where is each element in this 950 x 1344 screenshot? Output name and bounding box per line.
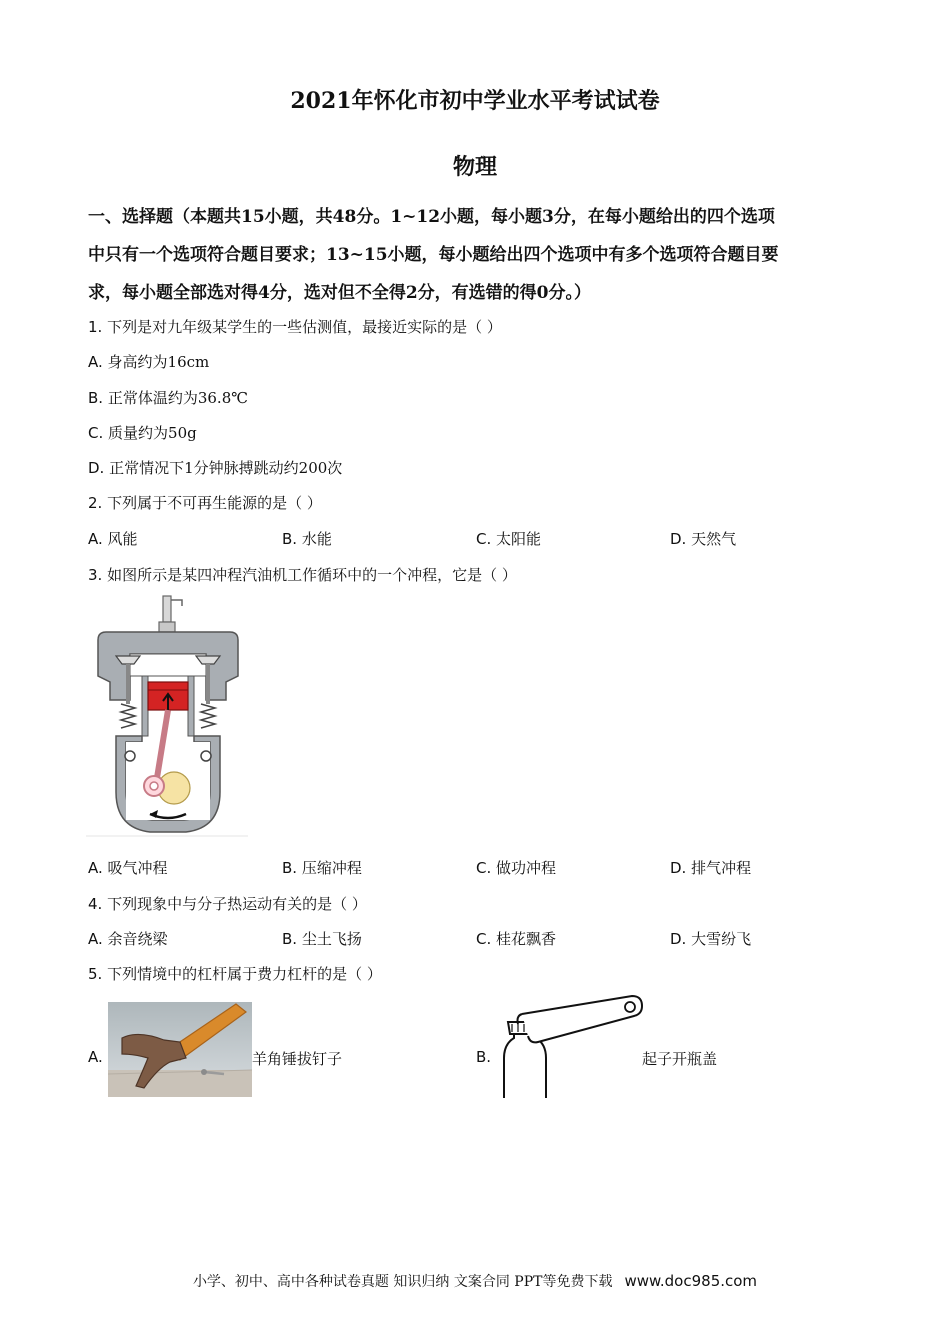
option-label: D. xyxy=(670,530,687,548)
option-label: D. xyxy=(670,859,687,877)
question-5-option-b-label[interactable] xyxy=(476,1048,491,1066)
option-text: 余音绕梁 xyxy=(107,930,168,948)
option-text: 做功冲程 xyxy=(496,859,557,877)
question-1-option-a[interactable] xyxy=(88,351,209,372)
option-text: 大雪纷飞 xyxy=(691,930,752,948)
option-label: A. xyxy=(88,530,103,548)
footer-text: 小学、初中、高中各种试卷真题 知识归纳 文案合同 PPT等免费下载 xyxy=(192,1274,613,1290)
option-text: 水能 xyxy=(301,530,332,548)
option-text: 身高约为16cm xyxy=(107,353,210,371)
question-3-stem xyxy=(88,564,517,585)
question-1-option-d[interactable] xyxy=(88,457,342,478)
option-text: 正常体温约为36.8℃ xyxy=(107,389,249,407)
question-3-option-b[interactable] xyxy=(282,857,362,878)
option-label: C. xyxy=(88,424,104,442)
section-line: 中只有一个选项符合题目要求；13~15小题，每小题给出四个选项中有多个选项符合题目要 xyxy=(88,245,779,265)
question-4-option-d[interactable] xyxy=(670,928,751,949)
question-4-option-c[interactable] xyxy=(476,928,556,949)
question-number: 4. xyxy=(88,895,103,913)
question-number: 3. xyxy=(88,566,103,584)
question-3-option-c[interactable] xyxy=(476,857,556,878)
subject-title: 物理 xyxy=(452,154,497,180)
option-label: A. xyxy=(88,1048,103,1066)
page-footer xyxy=(0,1271,950,1291)
question-4-option-b[interactable] xyxy=(282,928,362,949)
exam-title: 2021年怀化市初中学业水平考试试卷 xyxy=(290,88,660,114)
option-label: B. xyxy=(88,389,104,407)
option-label: B. xyxy=(476,1048,492,1066)
option-text: 桂花飘香 xyxy=(496,930,557,948)
question-4-stem xyxy=(88,893,367,914)
question-number: 2. xyxy=(88,494,103,512)
question-5-option-a-text xyxy=(252,1048,342,1069)
claw-hammer-photo xyxy=(108,1002,252,1097)
option-label: B. xyxy=(282,859,298,877)
option-label: C. xyxy=(476,530,492,548)
question-text: 下列是对九年级某学生的一些估测值，最接近实际的是（ ） xyxy=(107,318,502,336)
question-2-option-d[interactable] xyxy=(670,528,736,549)
option-text: 羊角锤拔钉子 xyxy=(252,1050,343,1068)
option-label: D. xyxy=(88,459,105,477)
question-2-option-c[interactable] xyxy=(476,528,541,549)
bottle-opener-diagram xyxy=(494,992,644,1098)
option-text: 吸气冲程 xyxy=(107,859,168,877)
question-1-option-c[interactable] xyxy=(88,422,197,443)
option-text: 风能 xyxy=(107,530,138,548)
section-line: 一、选择题（本题共15小题，共48分。1~12小题，每小题3分，在每小题给出的四个选项 xyxy=(88,207,775,227)
question-text: 下列情境中的杠杆属于费力杠杆的是（ ） xyxy=(107,965,382,983)
option-label: C. xyxy=(476,930,492,948)
question-5-option-a-label[interactable] xyxy=(88,1048,103,1066)
option-text: 排气冲程 xyxy=(691,859,752,877)
question-text: 下列现象中与分子热运动有关的是（ ） xyxy=(107,895,367,913)
question-number: 5. xyxy=(88,965,103,983)
question-4-option-a[interactable] xyxy=(88,928,168,949)
section-instructions xyxy=(88,198,863,312)
opener-lever-icon xyxy=(522,996,642,1042)
option-label: A. xyxy=(88,353,103,371)
engine-cylinder-diagram xyxy=(86,592,250,838)
option-text: 正常情况下1分钟脉搏跳动约200次 xyxy=(109,459,343,477)
option-text: 压缩冲程 xyxy=(301,859,362,877)
question-2-option-b[interactable] xyxy=(282,528,332,549)
option-text: 质量约为50g xyxy=(108,424,197,442)
footer-url[interactable]: www.doc985.com xyxy=(624,1272,758,1290)
option-label: B. xyxy=(282,930,298,948)
option-label: C. xyxy=(476,859,492,877)
option-label: D. xyxy=(670,930,687,948)
question-text: 如图所示是某四冲程汽油机工作循环中的一个冲程，它是（ ） xyxy=(107,566,517,584)
question-5-stem xyxy=(88,963,382,984)
option-text: 尘土飞扬 xyxy=(301,930,362,948)
question-number: 1. xyxy=(88,318,103,336)
question-2-option-a[interactable] xyxy=(88,528,138,549)
option-text: 起子开瓶盖 xyxy=(642,1050,718,1068)
question-1-option-b[interactable] xyxy=(88,387,248,408)
question-3-option-d[interactable] xyxy=(670,857,751,878)
option-label: A. xyxy=(88,930,103,948)
question-3-option-a[interactable] xyxy=(88,857,168,878)
question-text: 下列属于不可再生能源的是（ ） xyxy=(107,494,322,512)
option-label: A. xyxy=(88,859,103,877)
section-line: 求，每小题全部选对得4分，选对但不全得2分，有选错的得0分。） xyxy=(88,283,591,303)
option-text: 天然气 xyxy=(691,530,737,548)
option-text: 太阳能 xyxy=(496,530,542,548)
spark-plug-icon xyxy=(163,596,171,622)
question-1-stem xyxy=(88,316,502,337)
option-label: B. xyxy=(282,530,298,548)
question-2-stem xyxy=(88,492,322,513)
question-5-option-b-text xyxy=(642,1048,717,1069)
